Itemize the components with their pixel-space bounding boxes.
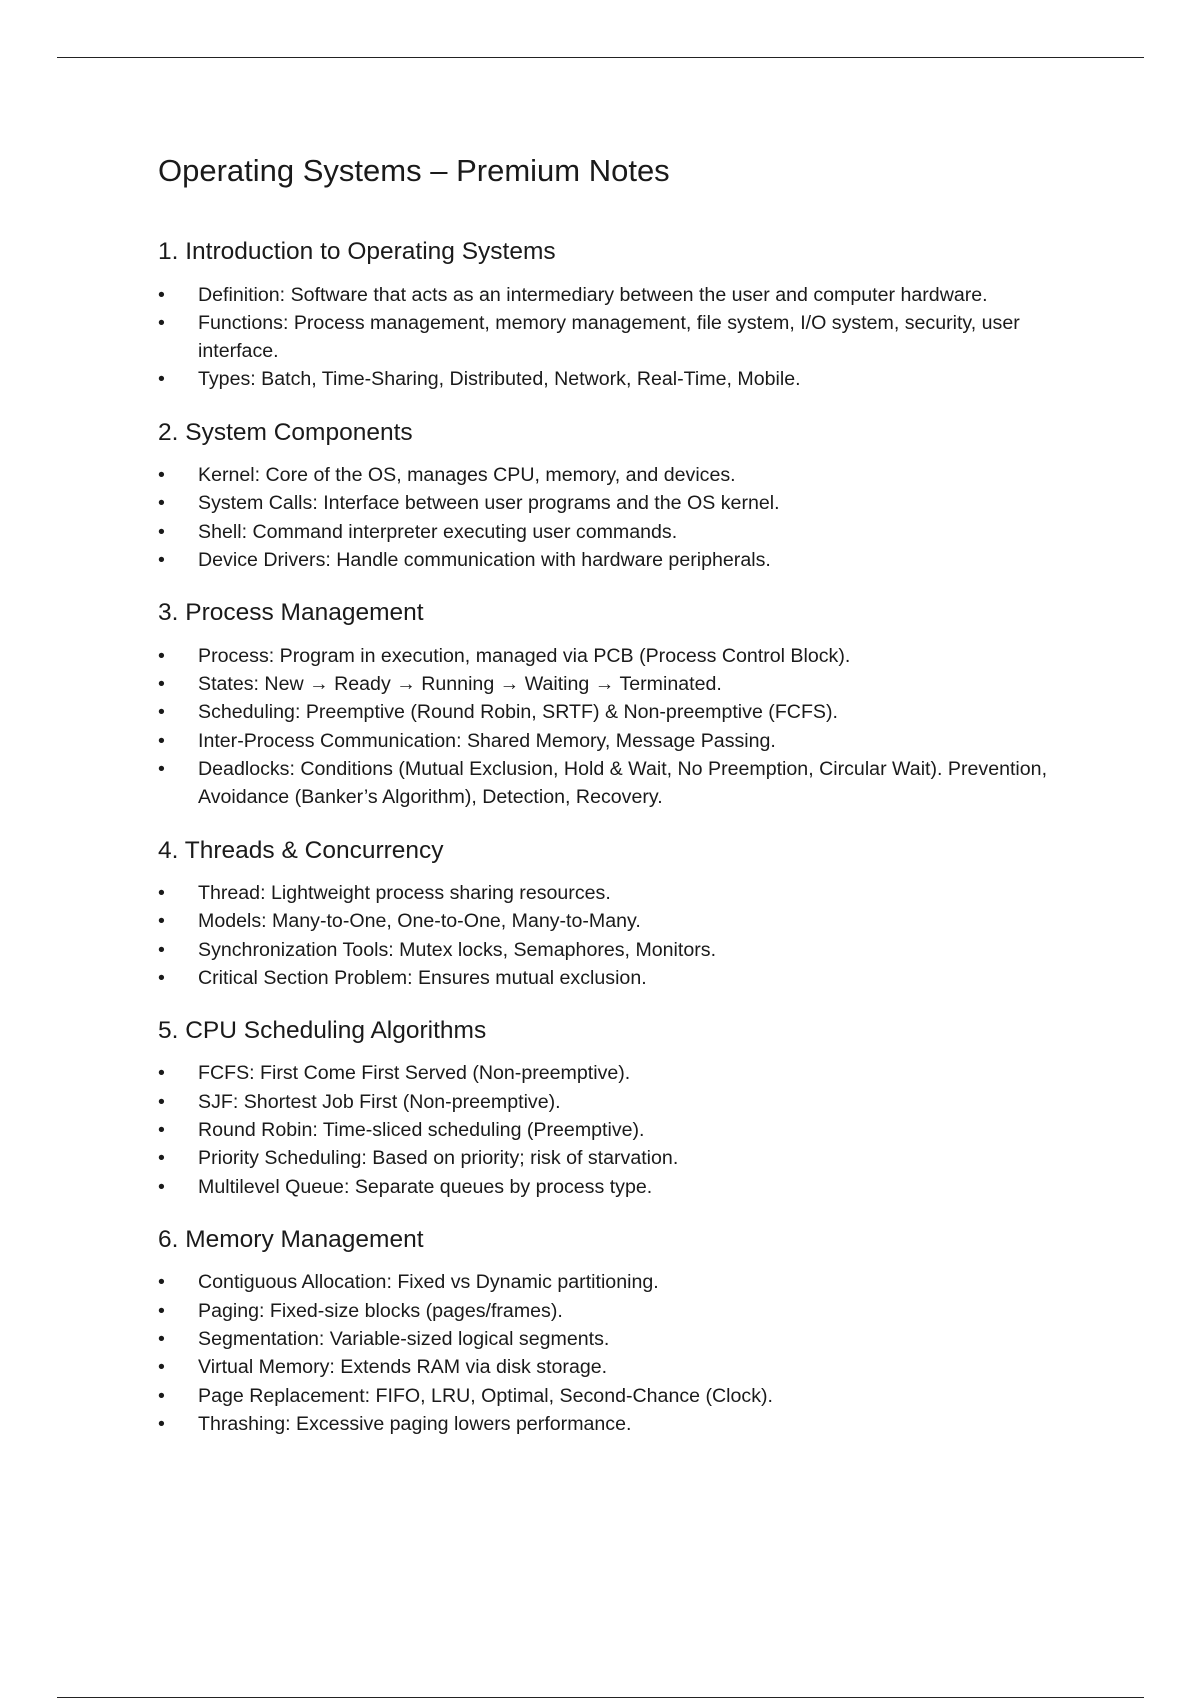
list-item: • Scheduling: Preemptive (Round Robin, SRTF) & Non-preemptive (FCFS). <box>158 698 1078 726</box>
bullet-icon: • <box>158 644 165 667</box>
list-item: • Functions: Process management, memory management, file system, I/O system, security, user interface. <box>158 309 1078 366</box>
list-item: • SJF: Shortest Job First (Non-preemptive). <box>158 1088 1078 1116</box>
list-item: • Priority Scheduling: Based on priority; risk of starvation. <box>158 1144 1078 1172</box>
bullet-list <box>158 879 1078 992</box>
bullet-icon: • <box>158 1090 165 1113</box>
list-item: • Types: Batch, Time-Sharing, Distributed, Network, Real-Time, Mobile. <box>158 365 1078 393</box>
list-item: • Models: Many-to-One, One-to-One, Many-to-Many. <box>158 907 1078 935</box>
bullet-icon: • <box>158 966 165 989</box>
bullet-icon: • <box>158 1299 165 1322</box>
list-item: • Deadlocks: Conditions (Mutual Exclusion, Hold & Wait, No Preemption, Circular Wait). Prevention, Avoidance (Banker’s Algorithm), Detection, Recovery. <box>158 755 1078 812</box>
bullet-icon: • <box>158 1175 165 1198</box>
list-item: • Synchronization Tools: Mutex locks, Semaphores, Monitors. <box>158 936 1078 964</box>
section-introduction <box>158 237 1078 394</box>
bullet-list <box>158 642 1078 812</box>
list-item: • Shell: Command interpreter executing user commands. <box>158 518 1078 546</box>
bullet-icon: • <box>158 757 165 780</box>
bullet-icon: • <box>158 701 165 724</box>
bullet-icon: • <box>158 938 165 961</box>
list-item: • Inter-Process Communication: Shared Memory, Message Passing. <box>158 727 1078 755</box>
list-item: • System Calls: Interface between user programs and the OS kernel. <box>158 489 1078 517</box>
bullet-icon: • <box>158 520 165 543</box>
section-title: 3. Process Management <box>158 599 424 627</box>
bullet-icon: • <box>158 910 165 933</box>
section-title: 5. CPU Scheduling Algorithms <box>158 1017 487 1045</box>
bullet-icon: • <box>158 283 165 306</box>
section-memory-management <box>158 1225 1078 1438</box>
bullet-icon: • <box>158 1119 165 1142</box>
list-item: • Critical Section Problem: Ensures mutual exclusion. <box>158 964 1078 992</box>
header-rule <box>57 57 1144 58</box>
list-item: • Contiguous Allocation: Fixed vs Dynamic partitioning. <box>158 1268 1078 1296</box>
bullet-icon: • <box>158 673 165 696</box>
list-item: • Virtual Memory: Extends RAM via disk storage. <box>158 1353 1078 1381</box>
list-item: • Paging: Fixed-size blocks (pages/frames). <box>158 1297 1078 1325</box>
bullet-list <box>158 1268 1078 1438</box>
bullet-icon: • <box>158 881 165 904</box>
bullet-icon: • <box>158 1271 165 1294</box>
bullet-list <box>158 281 1078 394</box>
bullet-icon: • <box>158 368 165 391</box>
bullet-icon: • <box>158 1327 165 1350</box>
list-item: • Definition: Software that acts as an intermediary between the user and computer hardware. <box>158 281 1078 309</box>
list-item: • Thread: Lightweight process sharing resources. <box>158 879 1078 907</box>
list-item: • Thrashing: Excessive paging lowers performance. <box>158 1410 1078 1438</box>
section-title: 6. Memory Management <box>158 1225 424 1253</box>
list-item: • Page Replacement: FIFO, LRU, Optimal, Second-Chance (Clock). <box>158 1382 1078 1410</box>
footer-rule <box>57 1697 1144 1698</box>
bullet-icon: • <box>158 1356 165 1379</box>
bullet-icon: • <box>158 464 165 487</box>
list-item: • Multilevel Queue: Separate queues by process type. <box>158 1173 1078 1201</box>
section-process-management <box>158 598 1078 811</box>
bullet-icon: • <box>158 492 165 515</box>
section-title: 4. Threads & Concurrency <box>158 836 444 864</box>
section-threads-concurrency <box>158 836 1078 993</box>
list-item: • Device Drivers: Handle communication with hardware peripherals. <box>158 546 1078 574</box>
bullet-icon: • <box>158 1412 165 1435</box>
bullet-icon: • <box>158 729 165 752</box>
document-title: Operating Systems – Premium Notes <box>158 153 670 188</box>
bullet-icon: • <box>158 1062 165 1085</box>
list-item: • Round Robin: Time-sliced scheduling (Preemptive). <box>158 1116 1078 1144</box>
bullet-icon: • <box>158 1384 165 1407</box>
bullet-icon: • <box>158 1147 165 1170</box>
list-item: • States: New → Ready → Running → Waiting → Terminated. <box>158 670 1078 698</box>
list-item: • Segmentation: Variable-sized logical segments. <box>158 1325 1078 1353</box>
document-body <box>158 152 1078 1462</box>
section-system-components <box>158 418 1078 575</box>
list-item: • FCFS: First Come First Served (Non-preemptive). <box>158 1059 1078 1087</box>
section-cpu-scheduling <box>158 1016 1078 1201</box>
bullet-list <box>158 1059 1078 1200</box>
list-item: • Kernel: Core of the OS, manages CPU, memory, and devices. <box>158 461 1078 489</box>
bullet-list <box>158 461 1078 574</box>
bullet-icon: • <box>158 311 165 334</box>
section-title: 2. System Components <box>158 418 413 446</box>
section-title: 1. Introduction to Operating Systems <box>158 238 556 266</box>
bullet-icon: • <box>158 549 165 572</box>
list-item: • Process: Program in execution, managed via PCB (Process Control Block). <box>158 642 1078 670</box>
